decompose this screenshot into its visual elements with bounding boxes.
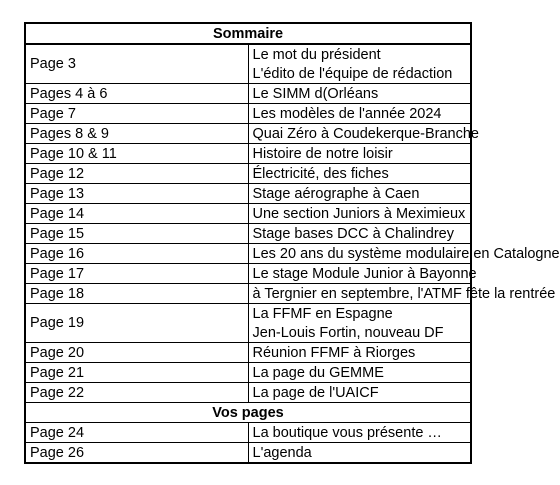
page-number-cell: Pages 4 à 6	[25, 84, 248, 104]
page-number-cell: Page 21	[25, 363, 248, 383]
section-header-vos-pages: Vos pages	[25, 403, 471, 423]
page-number-cell: Page 12	[25, 164, 248, 184]
page-number-cell: Page 15	[25, 224, 248, 244]
page-number-cell: Page 14	[25, 204, 248, 224]
page-number-cell: Page 18	[25, 284, 248, 304]
table-row	[25, 244, 471, 264]
article-title-cell: La page de l'UAICF	[248, 383, 471, 403]
table-row	[25, 304, 471, 324]
page-number-cell: Page 7	[25, 104, 248, 124]
page-number-cell: Page 22	[25, 383, 248, 403]
article-title-cell: Le mot du président	[248, 44, 471, 64]
page-number-cell: Page 10 & 11	[25, 144, 248, 164]
section-header-row	[25, 23, 471, 44]
table-row	[25, 104, 471, 124]
article-title-cell: L'agenda	[248, 443, 471, 464]
table-row	[25, 164, 471, 184]
article-title-cell: Jen-Louis Fortin, nouveau DF	[248, 323, 471, 343]
page-number-cell: Page 26	[25, 443, 248, 464]
section-header-sommaire: Sommaire	[25, 23, 471, 44]
article-title-cell: Le SIMM d(Orléans	[248, 84, 471, 104]
table-row	[25, 44, 471, 64]
page-number-cell: Page 3	[25, 44, 248, 84]
table-row	[25, 264, 471, 284]
article-title-cell: La FFMF en Espagne	[248, 304, 471, 324]
table-row	[25, 224, 471, 244]
article-title-cell: Le stage Module Junior à Bayonne	[248, 264, 471, 284]
table-row	[25, 423, 471, 443]
page-number-cell: Page 20	[25, 343, 248, 363]
table-of-contents	[24, 22, 560, 464]
article-title-cell: Histoire de notre loisir	[248, 144, 471, 164]
table-row	[25, 383, 471, 403]
article-title-cell: La boutique vous présente …	[248, 423, 471, 443]
article-title-cell: Électricité, des fiches	[248, 164, 471, 184]
table-row	[25, 184, 471, 204]
table-row	[25, 443, 471, 464]
table-row	[25, 343, 471, 363]
toc-body	[25, 23, 560, 463]
table-row	[25, 363, 471, 383]
table-row	[25, 124, 471, 144]
page-number-cell: Page 19	[25, 304, 248, 343]
table-row	[25, 84, 471, 104]
table-row	[25, 284, 471, 304]
page-number-cell: Page 16	[25, 244, 248, 264]
article-title-cell: Quai Zéro à Coudekerque-Branche	[248, 124, 471, 144]
page-number-cell: Page 13	[25, 184, 248, 204]
article-title-cell: Les modèles de l'année 2024	[248, 104, 471, 124]
section-header-row	[25, 403, 471, 423]
article-title-cell: La page du GEMME	[248, 363, 471, 383]
page-number-cell: Page 17	[25, 264, 248, 284]
article-title-cell: Les 20 ans du système modulaire en Catalogne	[248, 244, 471, 264]
article-title-cell: Réunion FFMF à Riorges	[248, 343, 471, 363]
article-title-cell: Stage bases DCC à Chalindrey	[248, 224, 471, 244]
article-title-cell: à Tergnier en septembre, l'ATMF fête la rentrée	[248, 284, 471, 304]
article-title-cell: Une section Juniors à Meximieux	[248, 204, 471, 224]
article-title-cell: L'édito de l'équipe de rédaction	[248, 64, 471, 84]
article-title-cell: Stage aérographe à Caen	[248, 184, 471, 204]
table-row	[25, 144, 471, 164]
page-number-cell: Pages 8 & 9	[25, 124, 248, 144]
table-row	[25, 204, 471, 224]
page-number-cell: Page 24	[25, 423, 248, 443]
